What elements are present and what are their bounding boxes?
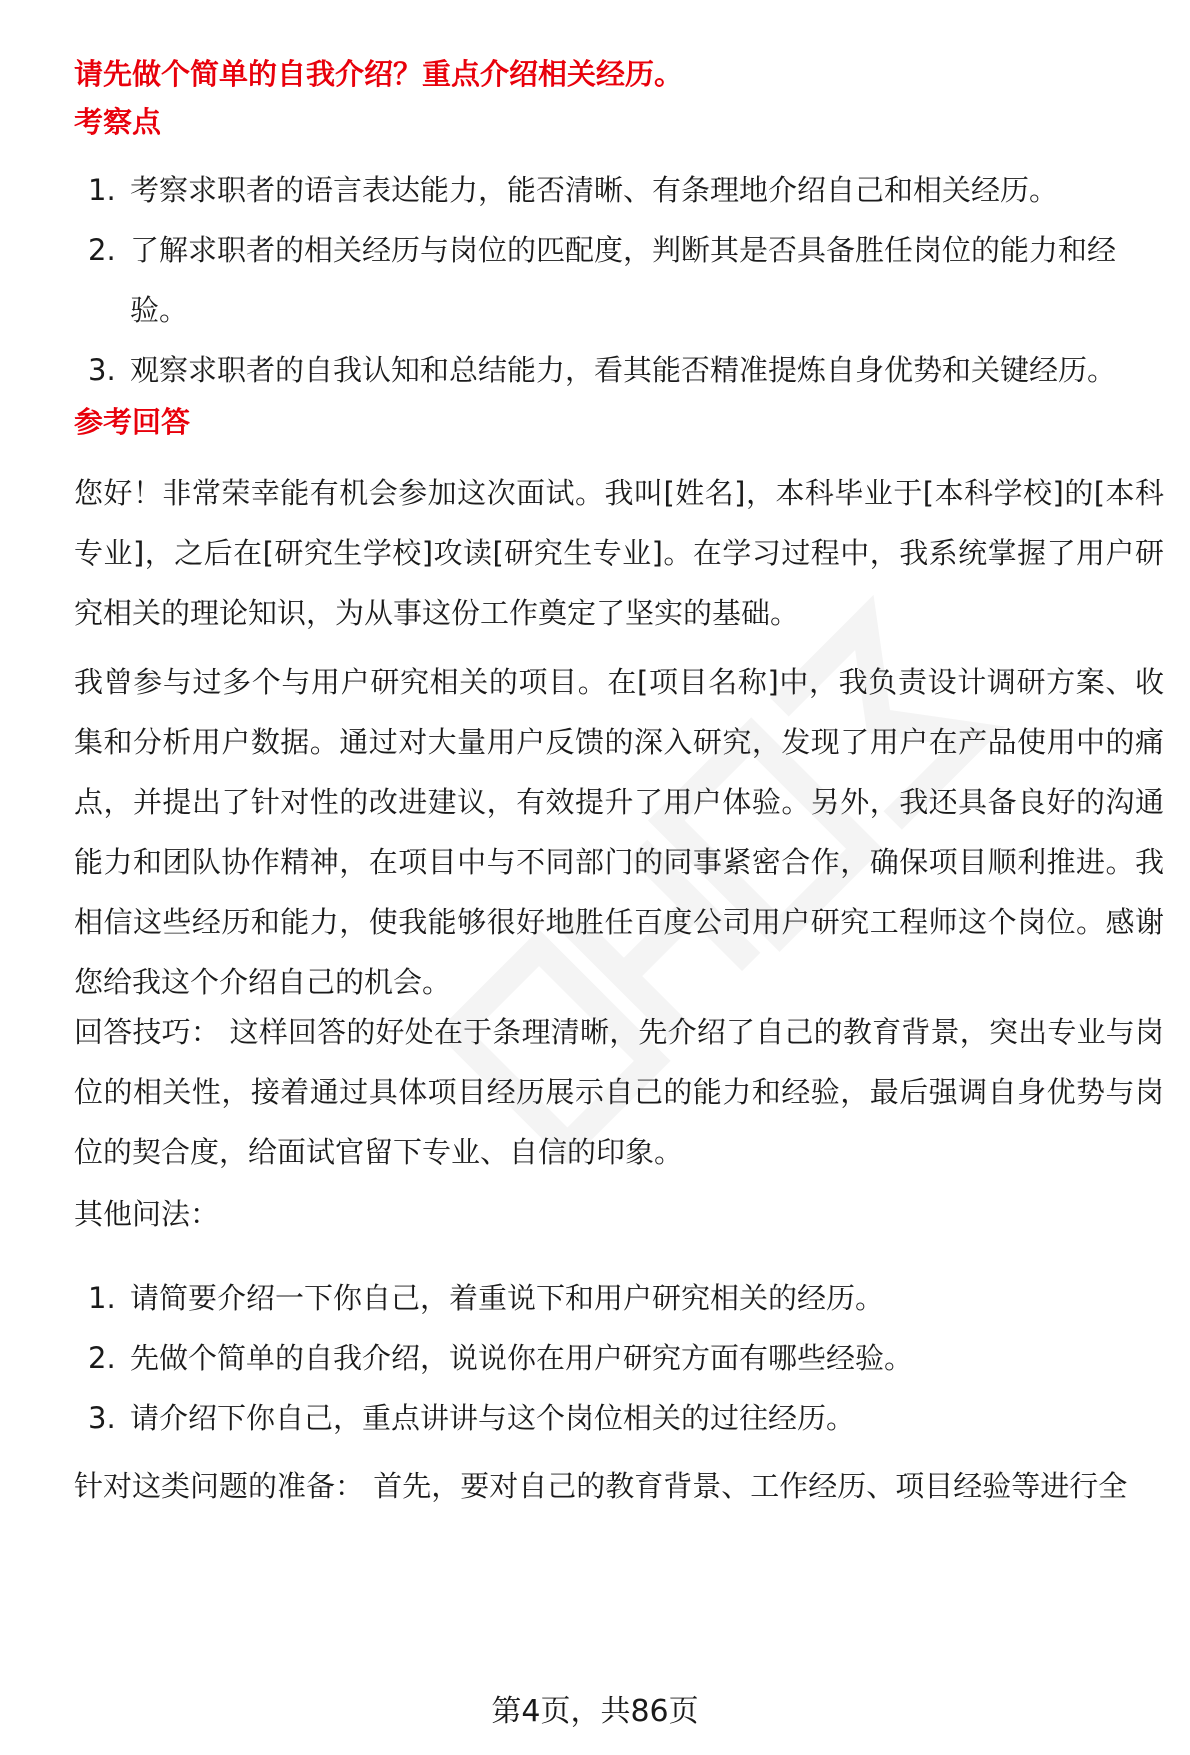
question-title: 请先做个简单的自我介绍？重点介绍相关经历。 xyxy=(74,57,684,91)
answer-heading: 参考回答 xyxy=(74,405,191,439)
focus-list xyxy=(74,160,1164,400)
answer-paragraph-2: 我曾参与过多个与用户研究相关的项目。在[项目名称]中，我负责设计调研方案、收集和分析用户数据。通过对大量用户反馈的深入研究，发现了用户在产品使用中的痛点，并提出了针对性的改进建议，有效提升了用户体验。另外，我还具备良好的沟通能力和团队协作精神，在项目中与不同部门的同事紧密合作，确保项目顺利推进。我相信这些经历和能力，使我能够很好地胜任百度公司用户研究工程师这个岗位。感谢您给我这个介绍自己的机会。 xyxy=(74,665,1164,999)
list-number: 1. xyxy=(88,173,116,207)
list-number: 3. xyxy=(88,1401,116,1435)
other-questions-heading: 其他问法： xyxy=(74,1197,220,1231)
list-text: 先做个简单的自我介绍，说说你在用户研究方面有哪些经验。 xyxy=(130,1341,914,1375)
list-item xyxy=(74,1328,1164,1388)
focus-heading: 考察点 xyxy=(74,105,162,139)
list-text: 了解求职者的相关经历与岗位的匹配度，判断其是否具备胜任岗位的能力和经验。 xyxy=(130,233,1117,327)
list-text: 请介绍下你自己，重点讲讲与这个岗位相关的过往经历。 xyxy=(130,1401,856,1435)
list-item xyxy=(74,220,1164,340)
list-text: 考察求职者的语言表达能力，能否清晰、有条理地介绍自己和相关经历。 xyxy=(130,173,1059,207)
other-questions-list xyxy=(74,1268,1164,1448)
list-item xyxy=(74,340,1164,400)
list-number: 3. xyxy=(88,353,116,387)
list-number: 1. xyxy=(88,1281,116,1315)
list-item xyxy=(74,1388,1164,1448)
list-text: 请简要介绍一下你自己，着重说下和用户研究相关的经历。 xyxy=(130,1281,885,1315)
answer-tips-paragraph: 回答技巧： 这样回答的好处在于条理清晰，先介绍了自己的教育背景，突出专业与岗位的相关性，接着通过具体项目经历展示自己的能力和经验，最后强调自身优势与岗位的契合度，给面试官留下专业、自信的印象。 xyxy=(74,1015,1164,1169)
answer-paragraph-1: 您好！非常荣幸能有机会参加这次面试。我叫[姓名]，本科毕业于[本科学校]的[本科专业]，之后在[研究生学校]攻读[研究生专业]。在学习过程中，我系统掌握了用户研究相关的理论知识，为从事这份工作奠定了坚实的基础。 xyxy=(74,476,1164,630)
list-item xyxy=(74,1268,1164,1328)
list-number: 2. xyxy=(88,1341,116,1375)
preparation-paragraph: 针对这类问题的准备： 首先，要对自己的教育背景、工作经历、项目经验等进行全 xyxy=(74,1469,1128,1503)
list-item xyxy=(74,160,1164,220)
page-number-footer: 第4页，共86页 xyxy=(491,1694,699,1729)
list-text: 观察求职者的自我认知和总结能力，看其能否精准提炼自身优势和关键经历。 xyxy=(130,353,1117,387)
list-number: 2. xyxy=(88,233,116,267)
